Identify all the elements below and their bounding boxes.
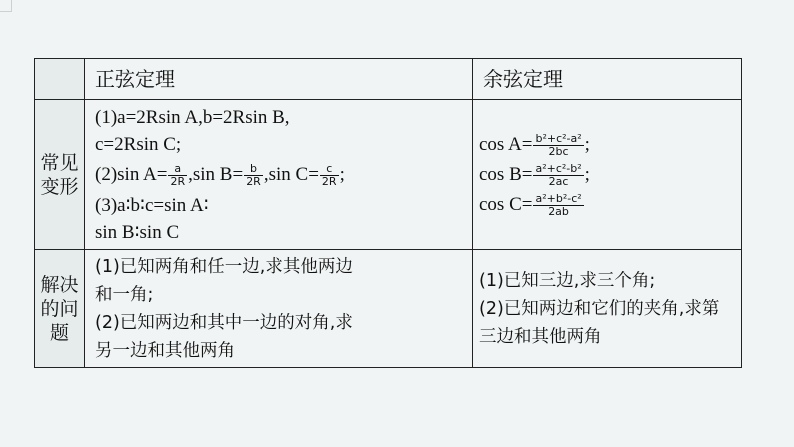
fraction-c-over-2r bbox=[320, 163, 339, 188]
sine-line-3-end: ; bbox=[339, 163, 345, 185]
cos-b-prefix: cos B= bbox=[479, 163, 533, 185]
law-comparison-table bbox=[34, 58, 742, 368]
cos-a-prefix: cos A= bbox=[479, 133, 533, 155]
sine-variant-line-5: sin B∶sin C bbox=[95, 221, 180, 243]
sine-variant-line-2: c=2Rsin C; bbox=[95, 133, 182, 155]
sine-variant-line-3 bbox=[95, 158, 464, 192]
fraction-denominator: 2R bbox=[246, 174, 261, 188]
sine-problem-line-3: (2)已知两边和其中一边的对角,求 bbox=[95, 312, 353, 333]
header-cosine-law: 余弦定理 bbox=[473, 59, 742, 100]
fraction-numerator: a bbox=[168, 163, 187, 176]
sine-variant-line-1: (1)a=2Rsin A,b=2Rsin B, bbox=[95, 106, 290, 128]
cosine-problem-line-2: (2)已知两边和它们的夹角,求第 bbox=[479, 298, 720, 319]
sine-problems-cell bbox=[85, 250, 473, 368]
cos-b-fraction bbox=[533, 163, 583, 188]
table-row-problems bbox=[35, 250, 742, 368]
header-corner-cell bbox=[35, 59, 85, 100]
cos-c-prefix: cos C= bbox=[479, 193, 533, 215]
sine-variant-line-4: (3)a∶b∶c=sin A∶ bbox=[95, 194, 209, 216]
fraction-denominator: 2R bbox=[321, 174, 337, 188]
row-label-variants-text: 常见变形 bbox=[40, 151, 79, 198]
sine-problem-line-1: (1)已知两角和任一边,求其他两边 bbox=[95, 256, 353, 277]
row-label-variants bbox=[35, 100, 85, 250]
corner-mark-horizontal bbox=[0, 11, 12, 12]
row-label-problems bbox=[35, 250, 85, 368]
sine-problem-line-2: 和一角; bbox=[95, 284, 154, 305]
table-header-row bbox=[35, 59, 742, 100]
cos-c-fraction bbox=[533, 193, 583, 218]
fraction-denominator: 2bc bbox=[548, 144, 569, 158]
fraction-numerator: a²+b²-c² bbox=[535, 191, 582, 205]
fraction-numerator: b²+c²-a² bbox=[535, 131, 582, 145]
cosine-variants-cell bbox=[473, 100, 742, 250]
sine-a-prefix: (2)sin A= bbox=[95, 163, 168, 185]
header-sine-law: 正弦定理 bbox=[85, 59, 473, 100]
sine-variants-cell bbox=[85, 100, 473, 250]
cosine-problems-cell bbox=[473, 250, 742, 368]
fraction-numerator: b bbox=[244, 163, 263, 176]
table-row-variants bbox=[35, 100, 742, 250]
cosine-problem-line-3: 三边和其他两角 bbox=[479, 326, 602, 347]
fraction-denominator: 2ac bbox=[548, 174, 569, 188]
cos-a-fraction bbox=[533, 133, 583, 158]
sine-b-prefix: ,sin B= bbox=[188, 163, 244, 185]
fraction-numerator: a²+c²-b² bbox=[535, 161, 582, 175]
row-label-problems-text: 解决的问题 bbox=[40, 273, 79, 344]
fraction-numerator: c bbox=[320, 163, 339, 176]
cos-c-formula bbox=[479, 190, 733, 220]
cos-b-formula bbox=[479, 160, 733, 190]
fraction-b-over-2r bbox=[244, 163, 263, 188]
cos-a-formula bbox=[479, 130, 733, 160]
cos-a-end: ; bbox=[584, 133, 590, 155]
fraction-denominator: 2ab bbox=[548, 204, 569, 218]
fraction-denominator: 2R bbox=[170, 174, 186, 188]
cosine-problem-line-1: (1)已知三边,求三个角; bbox=[479, 270, 656, 291]
sine-problem-line-4: 另一边和其他两角 bbox=[95, 340, 235, 361]
fraction-a-over-2r bbox=[168, 163, 187, 188]
cos-b-end: ; bbox=[584, 163, 590, 185]
sine-c-prefix: ,sin C= bbox=[263, 163, 319, 185]
